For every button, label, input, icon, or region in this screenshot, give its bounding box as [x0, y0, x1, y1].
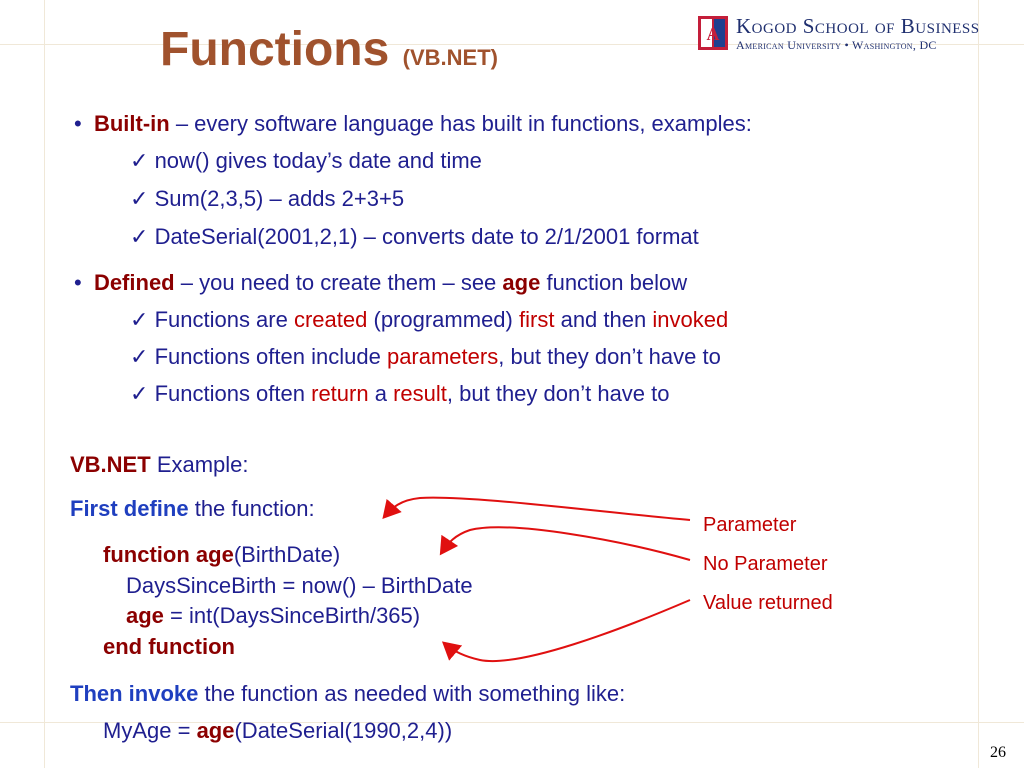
guide-line-right — [978, 0, 979, 768]
code-text: DaysSinceBirth = now() – BirthDate — [126, 573, 473, 598]
guide-line-left — [44, 0, 45, 768]
logo-line2: American University • Washington, DC — [736, 38, 937, 52]
svg-text:A: A — [706, 24, 720, 44]
text: Functions are — [154, 307, 288, 332]
text: , but they don’t have to — [498, 344, 721, 369]
emph-return: return — [311, 381, 369, 406]
then-invoke-label: Then invoke — [70, 681, 199, 706]
defined-desc-2: function below — [546, 270, 688, 295]
function-keyword: function — [103, 542, 190, 567]
code-text: MyAge = — [103, 718, 191, 743]
vbnet-label: VB.NET — [70, 452, 151, 477]
emph-created: created — [293, 307, 368, 332]
bullet-dot: • — [74, 111, 94, 136]
emph-first: first — [519, 307, 555, 332]
check-icon: ✓ — [130, 381, 149, 406]
code-text: = int(DaysSinceBirth/365) — [170, 603, 421, 628]
defined-item-1 — [130, 307, 728, 333]
title-sub: (VB.NET) — [402, 45, 498, 70]
invoke-line — [70, 681, 625, 707]
text: the function as needed with something like: — [204, 681, 626, 706]
check-icon: ✓ — [130, 224, 149, 249]
defined-item-3 — [130, 381, 670, 407]
label-value-returned: Value returned — [703, 592, 833, 614]
defined-desc-1: – you need to create them – see — [180, 270, 497, 295]
code-line-2 — [126, 573, 473, 599]
example-label: Example: — [156, 452, 249, 477]
text: (programmed) — [373, 307, 513, 332]
text: Functions often — [154, 381, 305, 406]
text: , but they don’t have to — [446, 381, 670, 406]
defined-age: age — [502, 270, 541, 295]
au-shield-icon — [698, 16, 728, 50]
emph-parameters: parameters — [386, 344, 499, 369]
logo-line1: Kogod School of Business — [736, 14, 980, 38]
code-line-3 — [126, 603, 420, 629]
kogod-logo — [698, 14, 1008, 54]
arrow-value-returned — [445, 600, 690, 661]
builtin-item-3 — [130, 224, 699, 250]
builtin-label: Built-in — [93, 111, 170, 136]
text: the function: — [194, 496, 315, 521]
title-main: Functions — [160, 23, 390, 76]
page-number: 26 — [990, 744, 1006, 761]
arrow-no-parameter — [442, 527, 690, 560]
call-line — [103, 718, 452, 744]
text: and then — [560, 307, 647, 332]
text: a — [374, 381, 387, 406]
code-line-1 — [103, 542, 340, 568]
text: Functions often include — [154, 344, 381, 369]
end-function-keyword: end function — [103, 634, 235, 659]
bullet-dot: • — [74, 270, 94, 295]
builtin-item-text: Sum(2,3,5) – adds 2+3+5 — [154, 186, 405, 211]
label-no-parameter: No Parameter — [703, 553, 828, 575]
defined-item-2 — [130, 344, 721, 370]
label-parameter: Parameter — [703, 514, 797, 536]
emph-invoked: invoked — [652, 307, 729, 332]
builtin-item-2 — [130, 186, 404, 212]
bullet-builtin — [74, 111, 752, 137]
function-name: age — [126, 603, 164, 628]
builtin-item-text: DateSerial(2001,2,1) – converts date to 2/1/2001 format — [154, 224, 699, 249]
bullet-defined — [74, 270, 687, 296]
code-text: (DateSerial(1990,2,4)) — [234, 718, 453, 743]
function-args: (BirthDate) — [233, 542, 341, 567]
defined-label: Defined — [93, 270, 175, 295]
function-name: age — [196, 718, 235, 743]
emph-result: result — [393, 381, 447, 406]
check-icon: ✓ — [130, 307, 149, 332]
code-line-4 — [103, 634, 235, 660]
builtin-item-1 — [130, 148, 482, 174]
builtin-item-text: now() gives today’s date and time — [154, 148, 482, 173]
first-define-label: First define — [70, 496, 189, 521]
slide-title — [160, 22, 498, 77]
function-name: age — [195, 542, 234, 567]
example-heading — [70, 452, 249, 478]
define-line — [70, 496, 315, 522]
arrow-parameter — [385, 498, 690, 520]
builtin-desc: – every software language has built in functions, examples: — [175, 111, 752, 136]
check-icon: ✓ — [130, 148, 149, 173]
check-icon: ✓ — [130, 186, 149, 211]
check-icon: ✓ — [130, 344, 149, 369]
